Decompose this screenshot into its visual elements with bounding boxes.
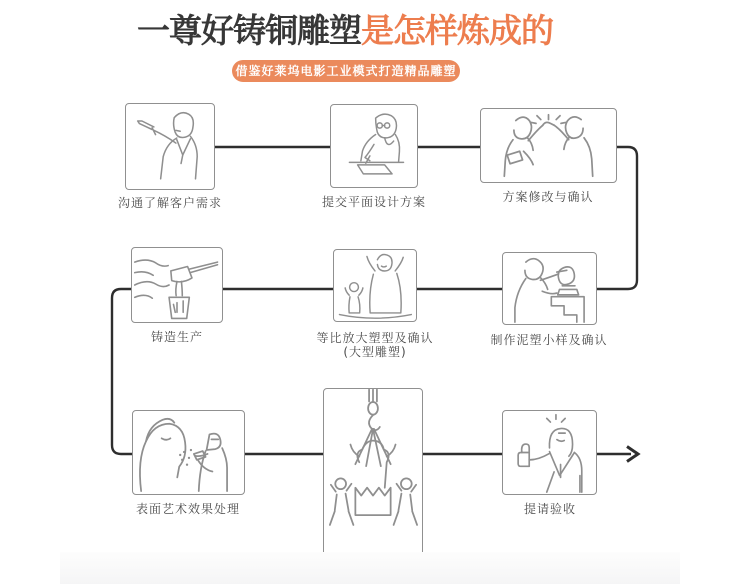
flow-step-box-6 — [502, 252, 597, 325]
flow-step-label-3: 方案修改与确认 — [502, 190, 594, 204]
title-primary-text: 一尊好铸铜雕塑 — [137, 11, 361, 50]
flow-step-label-9: 提请验收 — [523, 502, 576, 516]
flow-step-label-4: 铸造生产 — [150, 330, 203, 344]
flow-step-label-5-sub: (大型雕塑) — [343, 345, 407, 359]
customer-communication-icon — [126, 104, 214, 189]
flow-step-box-5 — [333, 249, 417, 322]
flow-step-label-1: 沟通了解客户需求 — [117, 196, 222, 210]
title-accent-text: 是怎样炼成的 — [361, 11, 553, 50]
flow-step-box-1 — [125, 103, 215, 190]
flow-step-label-6: 制作泥塑小样及确认 — [490, 333, 608, 347]
flow-step-label-5-main: 等比放大塑型及确认 — [316, 331, 434, 345]
surface-finishing-icon — [133, 411, 244, 494]
flow-step-box-3 — [480, 108, 617, 183]
bottom-section-divider — [60, 552, 680, 584]
clay-model-icon — [503, 253, 596, 324]
connector-step4-7 — [112, 289, 132, 454]
plan-confirmation-icon — [481, 109, 616, 182]
flow-step-label-2: 提交平面设计方案 — [321, 195, 426, 209]
flow-step-box-8 — [323, 388, 423, 558]
flow-step-label-7: 表面艺术效果处理 — [135, 502, 240, 516]
flow-step-label-5 — [295, 331, 455, 359]
flow-step-box-4 — [131, 247, 223, 323]
acceptance-approval-icon — [503, 411, 596, 494]
subtitle-badge: 借鉴好莱坞电影工业模式打造精品雕塑艺术 — [232, 60, 460, 82]
flow-step-box-2 — [330, 104, 418, 188]
flow-step-box-7 — [132, 410, 245, 495]
casting-production-icon — [132, 248, 222, 322]
design-submission-icon — [331, 105, 417, 187]
crane-installation-icon — [324, 389, 422, 557]
flow-step-box-9 — [502, 410, 597, 495]
scale-enlargement-icon — [334, 250, 416, 321]
